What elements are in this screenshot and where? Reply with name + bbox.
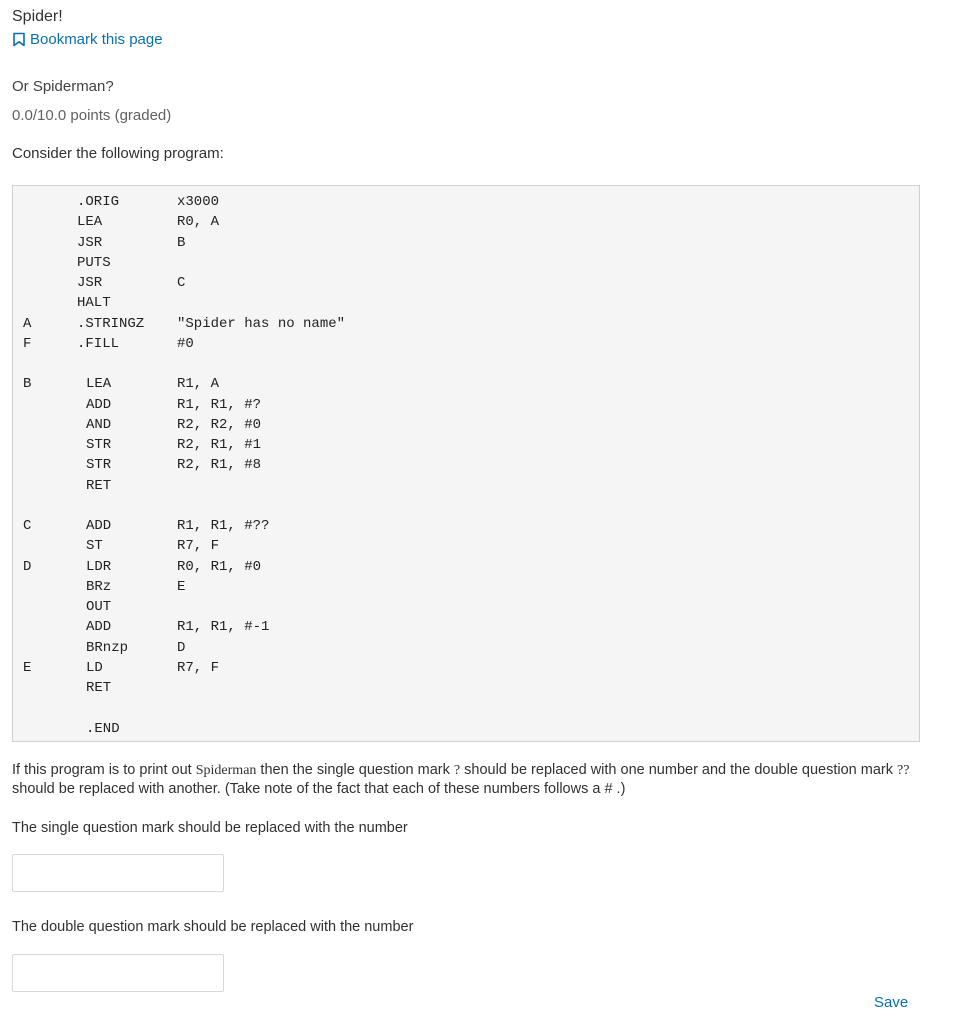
code-opcode: AND [86, 416, 112, 433]
code-opcode: LD [86, 659, 103, 676]
desc-code: Spiderman [195, 763, 257, 778]
code-operand: R0, A [177, 214, 220, 231]
code-operand: R2, R1, #8 [177, 457, 262, 474]
single-question-answer-input[interactable] [12, 854, 224, 892]
code-opcode: .STRINGZ [77, 315, 145, 332]
code-opcode: ADD [86, 619, 112, 636]
question-2-label: The double question mark should be replaced with the number [12, 919, 414, 935]
code-operand: E [177, 578, 186, 595]
code-opcode: STR [86, 437, 112, 453]
code-operand: C [177, 275, 186, 291]
code-operand: R0, R1, #0 [177, 558, 262, 575]
code-operand: R1, R1, #-1 [177, 619, 270, 636]
code-operand: R7, F [177, 538, 220, 555]
code-operand: R7, F [177, 659, 220, 676]
code-opcode: ADD [86, 518, 112, 534]
code-operand: D [177, 639, 186, 656]
desc-text: then the single question mark [256, 762, 454, 778]
code-operand: R1, R1, #? [177, 396, 262, 413]
code-opcode: BRz [86, 578, 112, 595]
question-1-label: The single question mark should be replaced with the number [12, 820, 408, 836]
code-operand: R1, R1, #?? [177, 518, 270, 534]
code-opcode: RET [86, 680, 112, 696]
code-operand: B [177, 234, 186, 251]
bookmark-icon [12, 32, 26, 47]
bookmark-button[interactable] [12, 31, 163, 48]
code-opcode: LDR [86, 558, 112, 575]
save-button[interactable]: Save [874, 994, 909, 1011]
problem-intro: Consider the following program: [12, 145, 224, 162]
code-opcode: BRnzp [86, 639, 129, 656]
desc-text: should be replaced with another. (Take note of the fact that each of these numbers follows a # .) [12, 781, 626, 797]
code-opcode: JSR [77, 234, 103, 251]
code-label: A [23, 315, 32, 332]
desc-text: If this program is to print out [12, 762, 196, 778]
code-opcode: ADD [86, 396, 112, 413]
code-opcode: .ORIG [77, 194, 120, 210]
code-label: E [23, 659, 32, 676]
points-status: 0.0/10.0 points (graded) [12, 107, 172, 124]
code-opcode: RET [86, 477, 112, 494]
code-label: C [23, 518, 32, 534]
code-opcode: STR [86, 457, 112, 474]
code-operand: R1, A [177, 376, 220, 393]
desc-code: ? [453, 763, 461, 778]
code-label: B [23, 376, 32, 393]
code-operand: #0 [177, 335, 194, 352]
code-opcode: HALT [77, 295, 111, 312]
code-opcode: PUTS [77, 254, 111, 271]
code-label: D [23, 558, 32, 575]
code-operand: R2, R2, #0 [177, 416, 262, 433]
code-opcode: OUT [86, 599, 112, 615]
double-question-answer-input[interactable] [12, 954, 224, 992]
code-operand: R2, R1, #1 [177, 437, 262, 453]
desc-text: should be replaced with one number and the double question mark [460, 762, 898, 778]
code-opcode: LEA [86, 376, 112, 393]
code-opcode: LEA [77, 214, 103, 231]
code-opcode: ST [86, 538, 103, 555]
desc-code: ?? [897, 763, 910, 778]
problem-description [12, 761, 932, 798]
code-label: F [23, 335, 32, 352]
code-operand: x3000 [177, 194, 220, 210]
code-opcode: JSR [77, 275, 103, 291]
problem-title: Or Spiderman? [12, 78, 114, 95]
code-opcode: .END [86, 720, 120, 737]
bookmark-label: Bookmark this page [30, 31, 163, 48]
unit-title: Spider! [12, 8, 63, 25]
code-operand: "Spider has no name" [177, 315, 346, 332]
code-block [12, 185, 920, 742]
code-opcode: .FILL [77, 335, 120, 352]
